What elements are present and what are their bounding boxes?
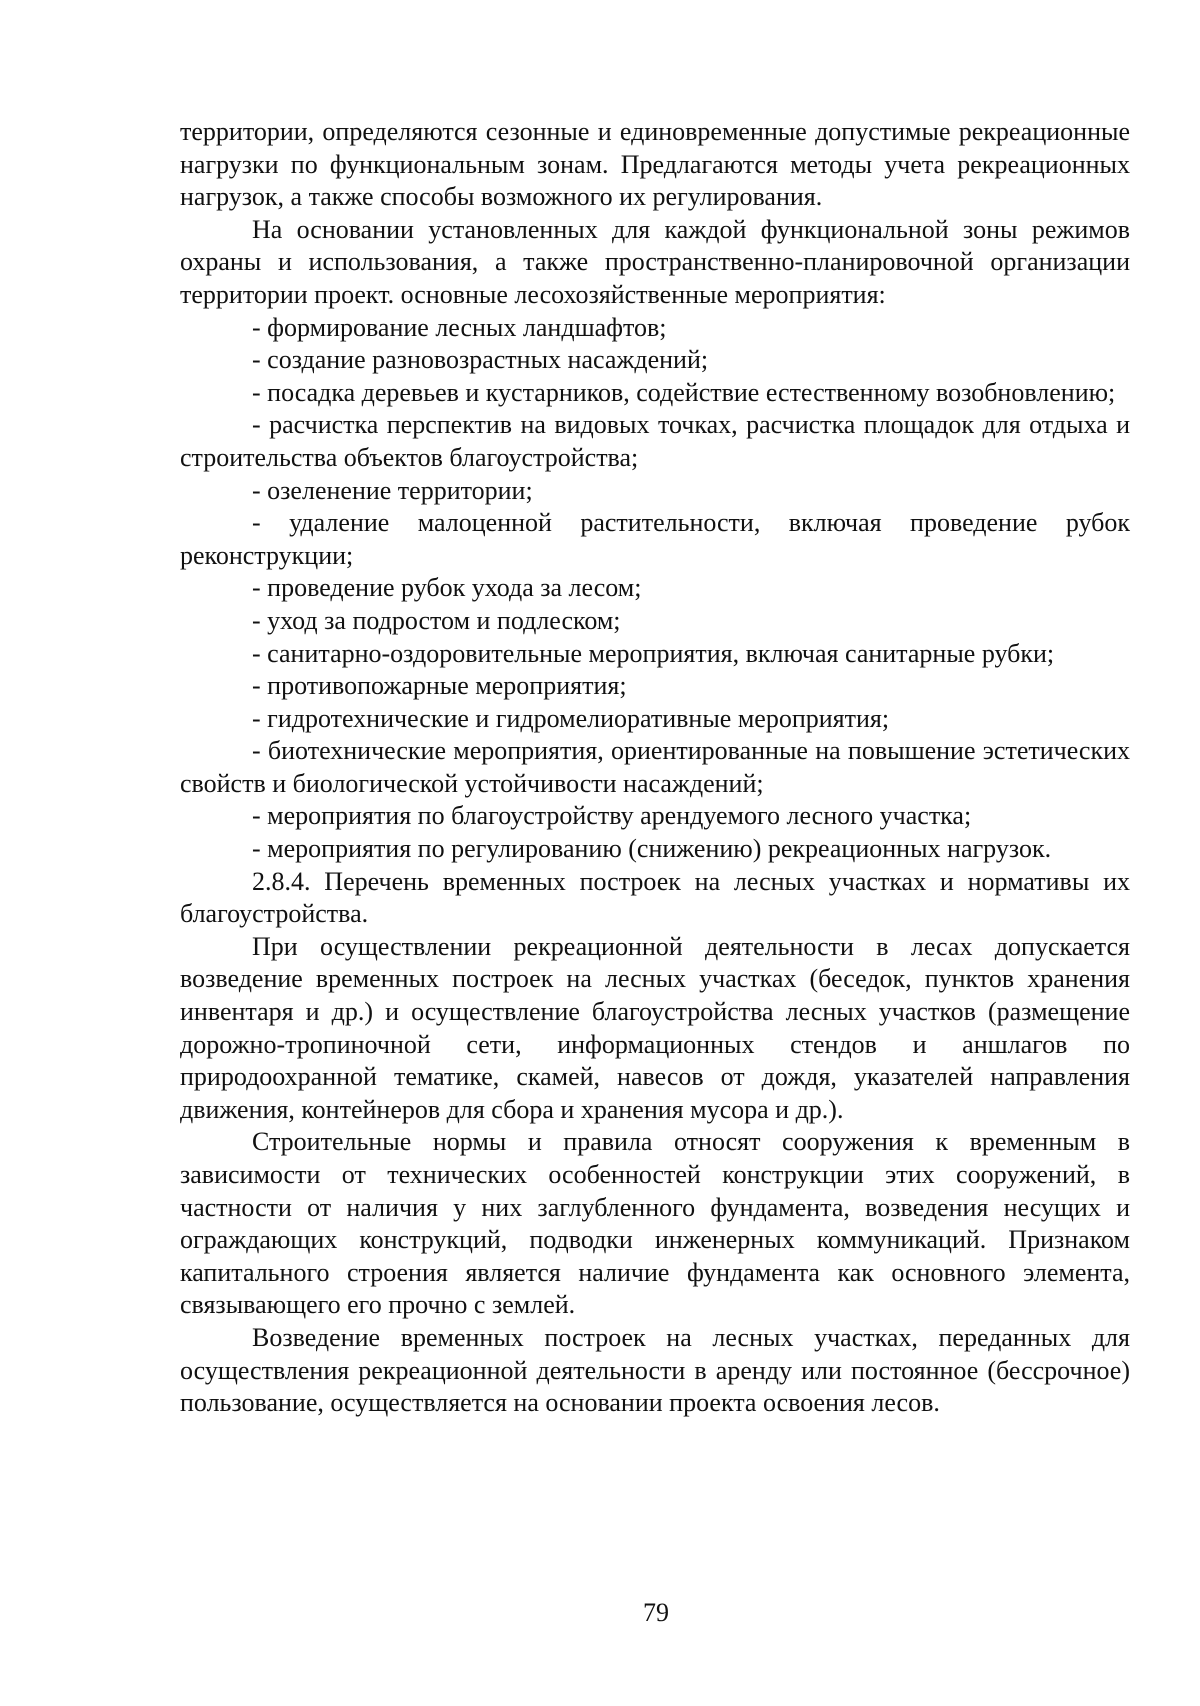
list-item: - формирование лесных ландшафтов; xyxy=(252,312,667,342)
list-item: - противопожарные мероприятия; xyxy=(252,671,627,701)
list-item: - мероприятия по благоустройству арендуемого лесного участка; xyxy=(252,801,972,831)
list-item: - санитарно-оздоровительные мероприятия, включая санитарные рубки; xyxy=(252,638,1055,668)
list-item: - создание разновозрастных насаждений; xyxy=(252,345,709,375)
paragraph-building-norms: Строительные нормы и правила относят сооружения к временным в зависимости от технических особенностей конструкции этих сооружений, в частности от наличия у них заглубленного фундамента, возведения несущих и ограждающих конструкций, подводки инженерных коммуникаций. Признаком капитального строения является наличие фундамента как основного элемента, связывающего его прочно с землей. xyxy=(180,1127,1130,1320)
list-item: - мероприятия по регулированию (снижению) рекреационных нагрузок. xyxy=(252,834,1052,864)
list-item: - расчистка перспектив на видовых точках, расчистка площадок для отдыха и строительства объектов благоустройства; xyxy=(180,410,1130,472)
list-item: - гидротехнические и гидромелиоративные мероприятия; xyxy=(252,703,890,733)
paragraph-measures-intro: На основании установленных для каждой функциональной зоны режимов охраны и использования, а также пространственно-планировочной организации территории проект. основные лесохозяйственные мероприятия: xyxy=(180,214,1130,309)
page-number: 79 xyxy=(643,1598,669,1627)
list-item: - биотехнические мероприятия, ориентированные на повышение эстетических свойств и биологической устойчивости насаждений; xyxy=(180,736,1130,798)
list-item: - проведение рубок ухода за лесом; xyxy=(252,573,642,603)
list-item: - удаление малоценной растительности, включая проведение рубок реконструкции; xyxy=(180,508,1130,570)
section-heading-2-8-4: 2.8.4. Перечень временных построек на лесных участках и нормативы их благоустройства. xyxy=(180,866,1130,929)
paragraph-continuation: территории, определяются сезонные и единовременные допустимые рекреационные нагрузки по функциональным зонам. Предлагаются методы учета рекреационных нагрузок, а также способы возможного их регулирования. xyxy=(180,117,1130,212)
paragraph-temporary-buildings: При осуществлении рекреационной деятельности в лесах допускается возведение временных построек на лесных участках (беседок, пунктов хранения инвентаря и др.) и осуществление благоустройства лесных участков (размещение дорожно-тропиночной сети, информационных стендов и аншлагов по природоохранной тематике, скамей, навесов от дождя, указателей направления движения, контейнеров для сбора и хранения мусора и др.). xyxy=(180,931,1130,1124)
list-item: - озеленение территории; xyxy=(252,475,533,505)
list-item: - посадка деревьев и кустарников, содействие естественному возобновлению; xyxy=(252,377,1116,407)
document-body xyxy=(180,116,1130,1420)
paragraph-construction-basis: Возведение временных построек на лесных участках, переданных для осуществления рекреационной деятельности в аренду или постоянное (бессрочное) пользование, осуществляется на основании проекта освоения лесов. xyxy=(180,1322,1130,1418)
list-item: - уход за подростом и подлеском; xyxy=(252,605,621,635)
